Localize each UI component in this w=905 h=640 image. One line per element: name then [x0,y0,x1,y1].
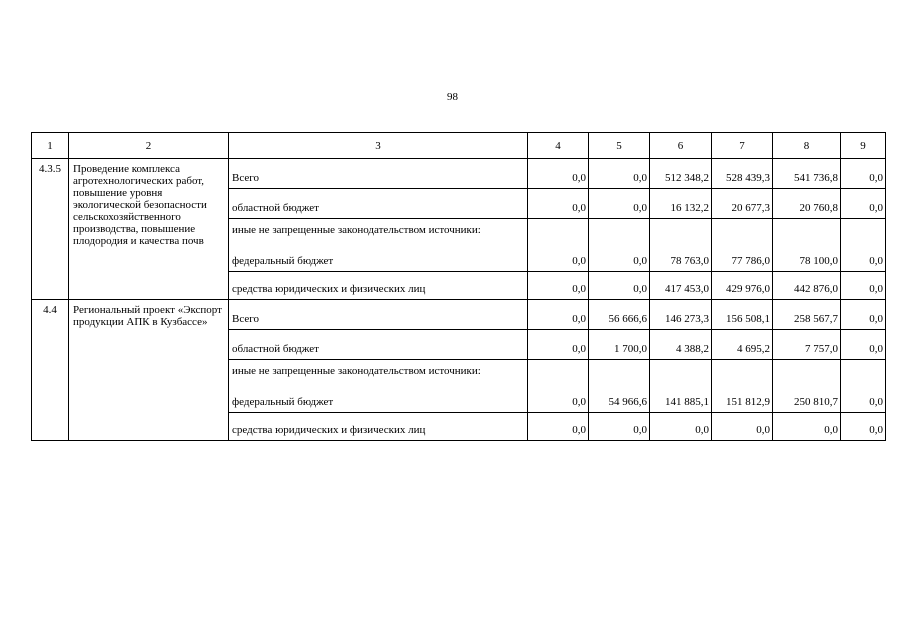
value-cell: 258 567,7 [773,300,841,330]
value-cell: 442 876,0 [773,272,841,300]
value-cell: 0,0 [528,360,589,413]
column-header: 6 [650,133,712,159]
value-cell: 16 132,2 [650,189,712,219]
value-cell: 0,0 [528,300,589,330]
value-cell: 0,0 [773,413,841,441]
funding-source: средства юридических и физических лиц [229,413,528,441]
funding-source: областной бюджет [229,330,528,360]
funding-source: средства юридических и физических лиц [229,272,528,300]
value-cell: 0,0 [650,413,712,441]
value-cell: 4 388,2 [650,330,712,360]
value-cell: 429 976,0 [712,272,773,300]
funding-source: Всего [229,300,528,330]
value-cell: 78 763,0 [650,219,712,272]
section-name: Проведение комплекса агротехнологических работ, повышение уровня экологической безопасности сельскохозяйственного производства, повышение плодородия и качества почв [69,159,229,300]
value-cell: 0,0 [528,413,589,441]
value-cell: 20 760,8 [773,189,841,219]
section-code: 4.4 [32,300,69,441]
table-header-row [32,133,886,159]
section-name: Региональный проект «Экспорт продукции АПК в Кузбассе» [69,300,229,441]
page-number: 98 [447,91,458,103]
value-cell: 250 810,7 [773,360,841,413]
value-cell: 54 966,6 [589,360,650,413]
value-cell: 0,0 [589,413,650,441]
funding-source: Всего [229,159,528,189]
funding-source: областной бюджет [229,189,528,219]
value-cell: 0,0 [841,300,886,330]
value-cell: 7 757,0 [773,330,841,360]
funding-source-heading: иные не запрещенные законодательством источники: [232,224,481,236]
value-cell: 151 812,9 [712,360,773,413]
value-cell: 512 348,2 [650,159,712,189]
value-cell: 0,0 [841,360,886,413]
value-cell: 56 666,6 [589,300,650,330]
funding-source [229,360,528,413]
section-code: 4.3.5 [32,159,69,300]
value-cell: 0,0 [589,189,650,219]
value-cell: 0,0 [841,219,886,272]
value-cell: 0,0 [841,159,886,189]
value-cell: 78 100,0 [773,219,841,272]
value-cell: 528 439,3 [712,159,773,189]
value-cell: 146 273,3 [650,300,712,330]
funding-source [229,219,528,272]
table-row [32,159,886,189]
value-cell: 141 885,1 [650,360,712,413]
value-cell: 0,0 [712,413,773,441]
column-header: 5 [589,133,650,159]
value-cell: 4 695,2 [712,330,773,360]
value-cell: 0,0 [528,159,589,189]
column-header: 7 [712,133,773,159]
table-row [32,300,886,330]
value-cell: 0,0 [528,330,589,360]
column-header: 2 [69,133,229,159]
value-cell: 0,0 [589,272,650,300]
funding-source-subitem: федеральный бюджет [232,255,334,267]
value-cell: 20 677,3 [712,189,773,219]
column-header: 3 [229,133,528,159]
value-cell: 0,0 [841,413,886,441]
value-cell: 0,0 [841,189,886,219]
column-header: 8 [773,133,841,159]
value-cell: 0,0 [528,219,589,272]
value-cell: 0,0 [528,272,589,300]
value-cell: 156 508,1 [712,300,773,330]
value-cell: 0,0 [589,159,650,189]
column-header: 1 [32,133,69,159]
column-header: 9 [841,133,886,159]
value-cell: 0,0 [841,272,886,300]
value-cell: 1 700,0 [589,330,650,360]
value-cell: 417 453,0 [650,272,712,300]
value-cell: 0,0 [841,330,886,360]
funding-source-subitem: федеральный бюджет [232,396,334,408]
column-header: 4 [528,133,589,159]
value-cell: 541 736,8 [773,159,841,189]
value-cell: 77 786,0 [712,219,773,272]
value-cell: 0,0 [589,219,650,272]
budget-table [31,132,886,441]
value-cell: 0,0 [528,189,589,219]
funding-source-heading: иные не запрещенные законодательством источники: [232,365,481,377]
